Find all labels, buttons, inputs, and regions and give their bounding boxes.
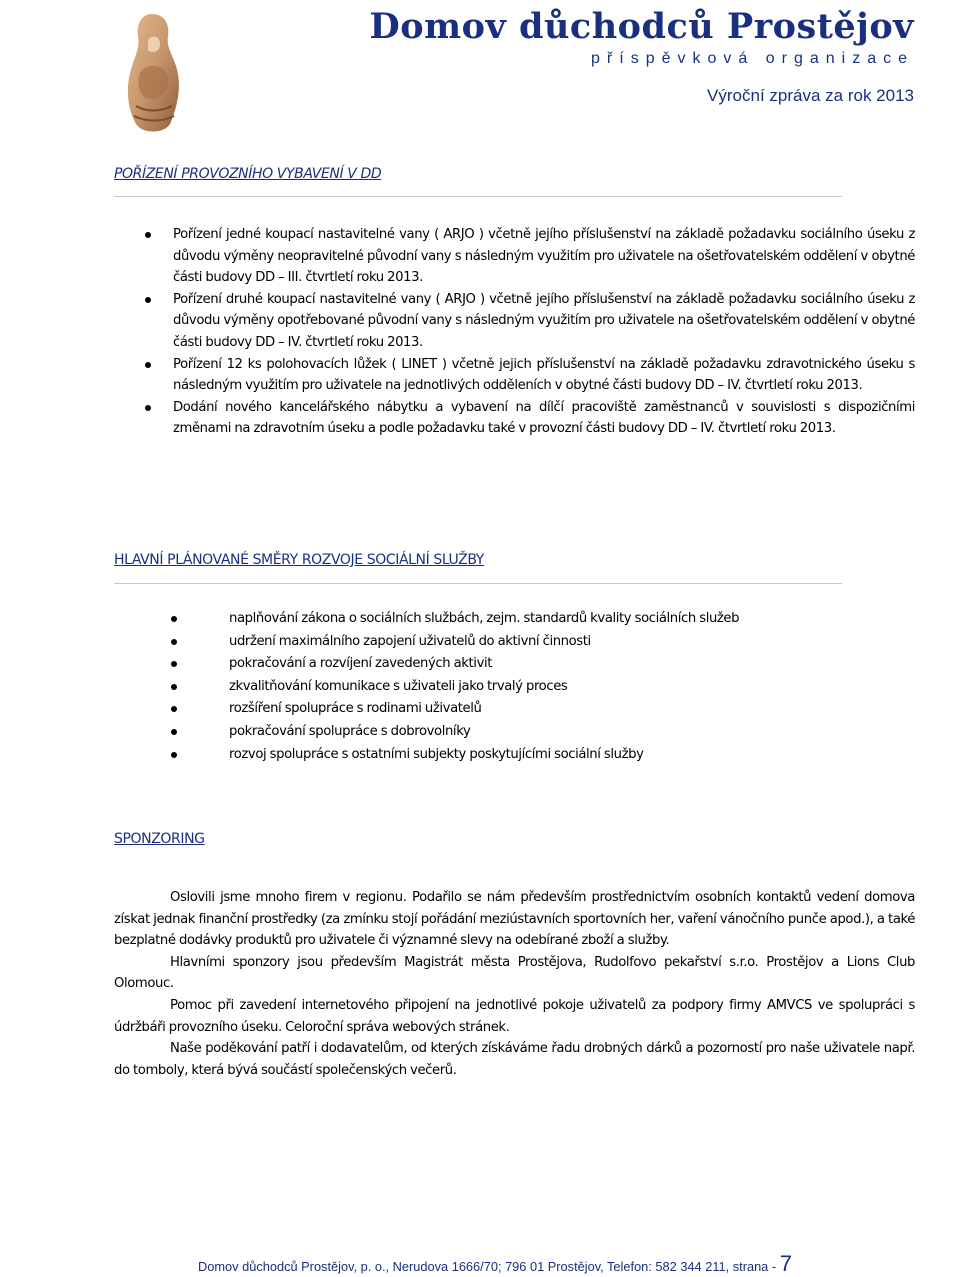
section-heading-sponsoring: SPONZORING xyxy=(114,831,205,847)
page-number: 7 xyxy=(779,1251,792,1276)
paragraph: Oslovili jsme mnoho firem v regionu. Podařilo se nám především prostřednictvím osobních kontaktů vedení domova získat jednak finanční prostředky (za zmínku stojí pořádání meziústavních sportovních her, vaření vánočního punče apod.), a také bezplatné dodávky produktů pro uživatele či významné slevy na odebírané zboží a služby. xyxy=(114,890,915,949)
report-title: Výroční zpráva za rok 2013 xyxy=(707,86,914,105)
section-heading-acquisition: POŘÍZENÍ PROVOZNÍHO VYBAVENÍ V DD xyxy=(114,166,382,182)
paragraph: Pomoc při zavedení internetového připojení na jednotlivé pokoje uživatelů za podpory firmy AMVCS ve spolupráci s údržbáři provozního úseku. Celoroční správa webových stránek. xyxy=(114,997,915,1035)
section-heading-plans: HLAVNÍ PLÁNOVANÉ SMĚRY ROZVOJE SOCIÁLNÍ SLUŽBY xyxy=(114,552,484,568)
organization-logo-icon xyxy=(112,10,196,136)
acquisition-list xyxy=(173,224,915,440)
list-item: zkvalitňování komunikace s uživateli jako trvalý proces xyxy=(229,676,889,699)
list-item: Dodání nového kancelářského nábytku a vybavení na dílčí pracoviště zaměstnanců v souvislosti s dispozičními změnami na zdravotním úseku a podle požadavku také v provozní části budovy DD – IV. čtvrtletí roku 2013. xyxy=(173,397,915,440)
list-item: udržení maximálního zapojení uživatelů do aktivní činnosti xyxy=(229,631,889,654)
footer-address: Domov důchodců Prostějov, p. o., Nerudova 1666/70; 796 01 Prostějov, Telefon: 582 344 211, strana - xyxy=(198,1259,780,1274)
list-item: Pořízení jedné koupací nastavitelné vany ( ARJO ) včetně jejího příslušenství na základě požadavku sociálního úseku z důvodu výměny neopravitelné původní vany s následným využitím pro uživatele na ošetřovatelském oddělení v obytné části budovy DD – III. čtvrtletí roku 2013. xyxy=(173,224,915,289)
organization-subtitle: příspěvková organizace xyxy=(591,50,914,67)
page-footer xyxy=(198,1251,792,1277)
section-divider xyxy=(114,583,842,584)
list-item: rozšíření spolupráce s rodinami uživatelů xyxy=(229,698,889,721)
plans-list xyxy=(229,608,889,766)
list-item: naplňování zákona o sociálních službách, zejm. standardů kvality sociálních služeb xyxy=(229,608,889,631)
organization-title: Domov důchodců Prostějov xyxy=(369,6,914,47)
list-item: pokračování spolupráce s dobrovolníky xyxy=(229,721,889,744)
section-divider xyxy=(114,196,842,197)
paragraph: Naše poděkování patří i dodavatelům, od kterých získáváme řadu drobných dárků a pozorností pro naše uživatele např. do tomboly, která bývá součástí společenských večerů. xyxy=(114,1041,915,1078)
paragraph: Hlavními sponzory jsou především Magistrát města Prostějova, Rudolfovo pekařství s.r.o. Prostějov a Lions Club Olomouc. xyxy=(114,954,915,992)
list-item: rozvoj spolupráce s ostatními subjekty poskytujícími sociální služby xyxy=(229,744,889,767)
list-item: pokračování a rozvíjení zavedených aktivit xyxy=(229,653,889,676)
list-item: Pořízení 12 ks polohovacích lůžek ( LINET ) včetně jejich příslušenství na základě požadavku zdravotnického úseku s následným využitím pro uživatele na jednotlivých odděleních v obytné části budovy DD – IV. čtvrtletí roku 2013. xyxy=(173,354,915,397)
list-item: Pořízení druhé koupací nastavitelné vany ( ARJO ) včetně jejího příslušenství na základě požadavku sociálního úseku z důvodu výměny opotřebované původní vany s následným využitím pro uživatele na ošetřovatelském oddělení v obytné části budovy DD – IV. čtvrtletí roku 2013. xyxy=(173,289,915,354)
sponsoring-text xyxy=(114,887,915,1081)
